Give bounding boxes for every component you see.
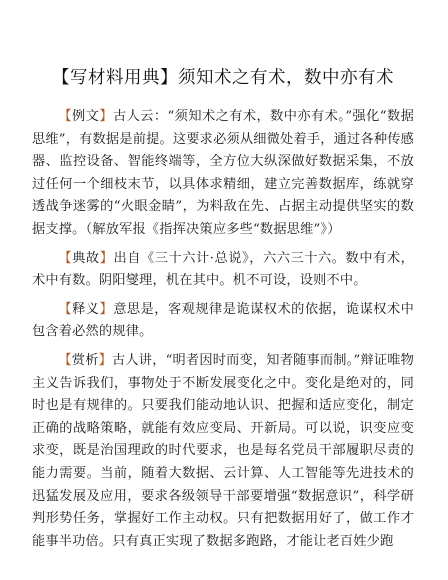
section-tag-label: 典故 xyxy=(72,250,100,266)
title-text: 须知术之有术，数中亦有术 xyxy=(178,68,394,88)
section-tag: 【例文】 xyxy=(58,109,113,124)
paragraph-body: 古人云：“须知术之有术，数中亦有术。”强化“数据思维”，有数据是前提。这要求必须从细微处着手，通过各种传感器、监控设备、智能终端等，全方位大纵深做好数据采集，不放过任何一个细枝末节，以具体求精细，建立完善数据库，练就穿透战争迷雾的“火眼金睛”，为料敌在先、占据主动提供坚实的数据支撑。（解放军报《指挥决策应多些“数据思维”》） xyxy=(32,109,414,237)
section-tag: 【典故】 xyxy=(58,250,114,266)
paragraph-body: 古人讲，“明者因时而变，知者随事而制。”辩证唯物主义告诉我们，事物处于不断发展变化之中。变化是绝对的，同时也是有规律的。只要我们能动地认识、把握和适应变化，制定正确的战略策略，就能有效应变局、开新局。可以说，识变应变求变，既是治国理政的时代要求，也是每名党员干部履职尽责的能力需要。当前，随着大数据、云计算、人工智能等先进技术的迅猛发展及应用，要求各级领导干部要增强“数据意识”，科学研判形势任务，掌握好工作主动权。只有把数据用好了，做工作才能事半功倍。只有真正实现了数据多跑路，才能让老百姓少跑 xyxy=(32,352,415,549)
section-tag: 【赏析】 xyxy=(58,352,112,368)
section-tag-label: 例文 xyxy=(72,109,100,124)
paragraph-meaning xyxy=(32,299,414,344)
section-tag-label: 释义 xyxy=(72,301,100,317)
section-tag: 【释义】 xyxy=(58,301,114,317)
title-open-bracket: 【 xyxy=(52,68,70,88)
title-label: 写材料用典 xyxy=(70,68,160,88)
paragraph-body: 意思是，客观规律是诡谋权术的依据，诡谋权术中包含着必然的规律。 xyxy=(32,301,415,340)
paragraph-appreciation xyxy=(32,350,414,553)
title-close-bracket: 】 xyxy=(160,68,178,88)
paragraph-example xyxy=(32,106,414,242)
paragraph-allusion xyxy=(32,248,414,293)
article-title xyxy=(32,66,414,90)
paragraph-body: 出自《三十六计·总说》，六六三十六。数中有术，术中有数。阴阳燮理，机在其中。机不可设，设则不中。 xyxy=(32,250,414,289)
section-tag-label: 赏析 xyxy=(71,352,99,368)
